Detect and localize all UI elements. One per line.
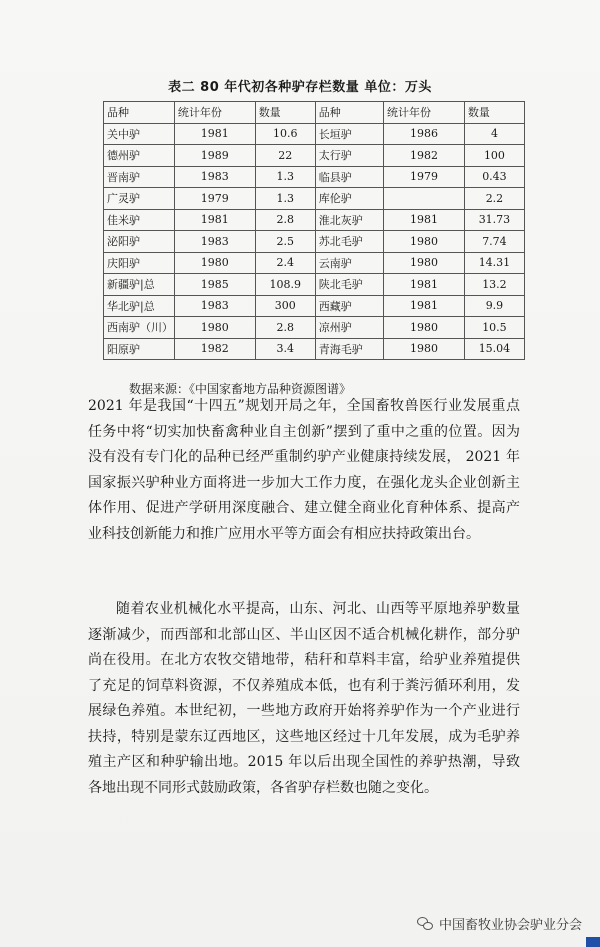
- cell-count-2: 14.31: [464, 252, 524, 274]
- table-row: [104, 231, 525, 253]
- cell-breed-2: 长垣驴: [315, 123, 383, 145]
- cell-year: 1982: [174, 338, 255, 360]
- cell-year-2: 1981: [384, 274, 465, 296]
- cell-year-2: 1980: [384, 231, 465, 253]
- table-row: [104, 338, 525, 360]
- cell-count-2: 100: [464, 145, 524, 167]
- header-count: 数量: [255, 102, 315, 124]
- cell-breed-2: 库伦驴: [315, 188, 383, 210]
- cell-count: 2.8: [255, 209, 315, 231]
- cell-count-2: 13.2: [464, 274, 524, 296]
- table-row: [104, 188, 525, 210]
- cell-year-2: 1986: [384, 123, 465, 145]
- table-row: [104, 317, 525, 339]
- cell-year: 1985: [174, 274, 255, 296]
- table-row: [104, 252, 525, 274]
- table-row: [104, 145, 525, 167]
- cell-year: 1980: [174, 317, 255, 339]
- cell-breed-2: 陕北毛驴: [315, 274, 383, 296]
- data-source-note: 数据来源：《中国家畜地方品种资源图谱》: [129, 382, 352, 396]
- header-count-2: 数量: [464, 102, 524, 124]
- wechat-icon: [417, 917, 433, 930]
- cell-count-2: 7.74: [464, 231, 524, 253]
- cell-breed: 华北驴|总: [104, 295, 175, 317]
- header-year: 统计年份: [174, 102, 255, 124]
- cell-breed-2: 苏北毛驴: [315, 231, 383, 253]
- cell-count: 3.4: [255, 338, 315, 360]
- cell-count: 2.8: [255, 317, 315, 339]
- cell-year-2: 1980: [384, 338, 465, 360]
- cell-year-2: 1979: [384, 166, 465, 188]
- table-row: [104, 274, 525, 296]
- cell-breed: 德州驴: [104, 145, 175, 167]
- cell-year-2: [384, 188, 465, 210]
- cell-year: 1979: [174, 188, 255, 210]
- cell-year-2: 1982: [384, 145, 465, 167]
- paragraph-1: 2021 年是我国“十四五”规划开局之年，全国畜牧兽医行业发展重点任务中将“切实加快畜禽种业自主创新”摆到了重中之重的位置。因为没有没有专门化的品种已经严重制约驴产业健康持续发展， 2021 年国家振兴驴种业方面将进一步加大工作力度，在强化龙头企业创新主体作用、促进产学研用深度融合、建立健全商业化育种体系、提高产业科技创新能力和推广应用水平等方面会有相应扶持政策出台。: [88, 398, 520, 542]
- cell-count: 300: [255, 295, 315, 317]
- cell-count: 1.3: [255, 188, 315, 210]
- header-breed-2: 品种: [315, 102, 383, 124]
- table-row: [104, 209, 525, 231]
- cell-count-2: 9.9: [464, 295, 524, 317]
- account-watermark: [417, 914, 582, 933]
- cell-breed: 广灵驴: [104, 188, 175, 210]
- donkey-stock-table: [103, 101, 525, 360]
- cell-year: 1983: [174, 295, 255, 317]
- cell-breed: 关中驴: [104, 123, 175, 145]
- header-year-2: 统计年份: [384, 102, 465, 124]
- cell-breed-2: 凉州驴: [315, 317, 383, 339]
- cell-year: 1983: [174, 231, 255, 253]
- cell-year: 1981: [174, 123, 255, 145]
- table-row: [104, 166, 525, 188]
- account-name: 中国畜牧业协会驴业分会: [438, 918, 582, 933]
- cell-breed-2: 太行驴: [315, 145, 383, 167]
- cell-count-2: 15.04: [464, 338, 524, 360]
- cell-count: 2.4: [255, 252, 315, 274]
- table-body: [104, 123, 525, 360]
- cell-breed: 阳原驴: [104, 338, 175, 360]
- cell-count: 2.5: [255, 231, 315, 253]
- cell-year-2: 1981: [384, 295, 465, 317]
- cell-breed: 西南驴（川）: [104, 317, 175, 339]
- table-header-row: [104, 102, 525, 124]
- cell-count-2: 4: [464, 123, 524, 145]
- cell-count-2: 0.43: [464, 166, 524, 188]
- cell-count-2: 31.73: [464, 209, 524, 231]
- cell-count-2: 2.2: [464, 188, 524, 210]
- cell-year-2: 1981: [384, 209, 465, 231]
- table-title: 表二 80 年代初各种驴存栏数量 单位：万头: [168, 80, 432, 95]
- cell-breed: 佳米驴: [104, 209, 175, 231]
- cell-breed-2: 云南驴: [315, 252, 383, 274]
- table-row: [104, 123, 525, 145]
- cell-breed: 泌阳驴: [104, 231, 175, 253]
- cell-breed-2: 临县驴: [315, 166, 383, 188]
- paragraph-2: 随着农业机械化水平提高，山东、河北、山西等平原地养驴数量逐渐减少，而西部和北部山区、半山区因不适合机械化耕作，部分驴尚在役用。在北方农牧交错地带，秸秆和草料丰富，给驴业养殖提供了充足的饲草料资源，不仅养殖成本低，也有利于粪污循环利用，发展绿色养殖。本世纪初，一些地方政府开始将养驴作为一个产业进行扶持，特别是蒙东辽西地区，这些地区经过十几年发展，成为毛驴养殖主产区和种驴输出地。2015 年以后出现全国性的养驴热潮，导致各地出现不同形式鼓励政策，各省驴存栏数也随之变化。: [88, 601, 520, 796]
- cell-year: 1989: [174, 145, 255, 167]
- cell-breed-2: 淮北灰驴: [315, 209, 383, 231]
- cell-year: 1981: [174, 209, 255, 231]
- cell-breed: 新疆驴|总: [104, 274, 175, 296]
- cell-count: 1.3: [255, 166, 315, 188]
- cell-count: 22: [255, 145, 315, 167]
- cell-breed: 庆阳驴: [104, 252, 175, 274]
- cell-count-2: 10.5: [464, 317, 524, 339]
- corner-mark: [586, 937, 600, 947]
- cell-year: 1983: [174, 166, 255, 188]
- header-breed: 品种: [104, 102, 175, 124]
- cell-breed: 晋南驴: [104, 166, 175, 188]
- cell-year-2: 1980: [384, 252, 465, 274]
- cell-count: 108.9: [255, 274, 315, 296]
- cell-breed-2: 西藏驴: [315, 295, 383, 317]
- cell-count: 10.6: [255, 123, 315, 145]
- table-row: [104, 295, 525, 317]
- cell-year: 1980: [174, 252, 255, 274]
- cell-year-2: 1980: [384, 317, 465, 339]
- cell-breed-2: 青海毛驴: [315, 338, 383, 360]
